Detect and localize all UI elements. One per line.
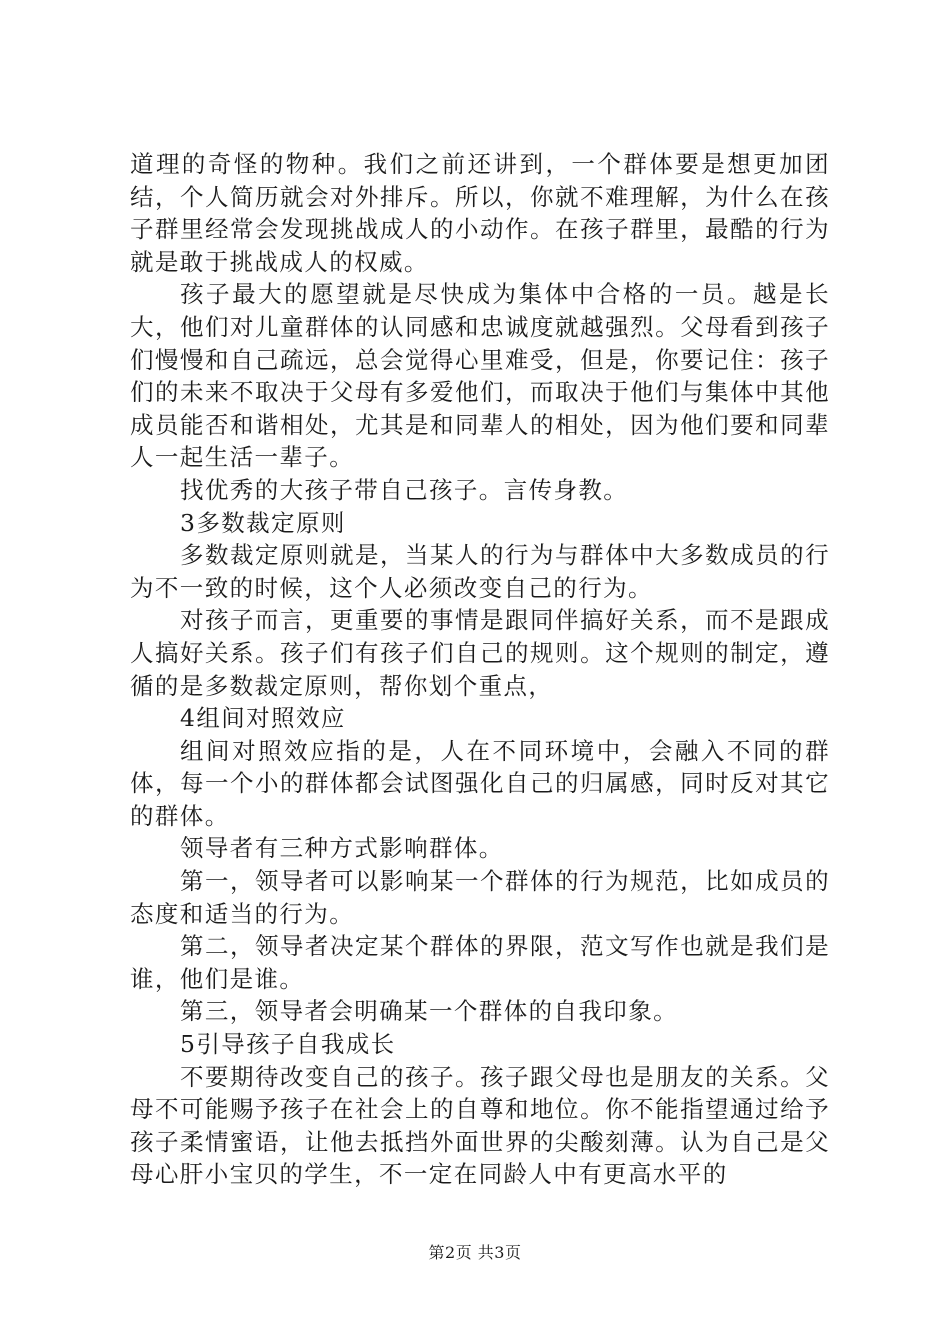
paragraph: 第二，领导者决定某个群体的界限，范文写作也就是我们是谁，他们是谁。 [130, 932, 830, 993]
section-heading: 5引导孩子自我成长 [180, 1030, 396, 1059]
document-body [130, 148, 830, 1191]
page-number-footer: 第2页 共3页 [428, 1243, 522, 1262]
section-heading: 4组间对照效应 [180, 704, 346, 733]
paragraph: 领导者有三种方式影响群体。 [180, 834, 504, 863]
paragraph: 找优秀的大孩子带自己孩子。言传身教。 [180, 475, 629, 504]
paragraph: 第一，领导者可以影响某一个群体的行为规范，比如成员的态度和适当的行为。 [130, 867, 830, 928]
paragraph: 对孩子而言，更重要的事情是跟同伴搞好关系，而不是跟成人搞好关系。孩子们有孩子们自己的规则。这个规则的制定，遵循的是多数裁定原则，帮你划个重点， [130, 606, 830, 700]
section-heading: 3多数裁定原则 [180, 508, 346, 537]
paragraph: 多数裁定原则就是，当某人的行为与群体中大多数成员的行为不一致的时候，这个人必须改变自己的行为。 [130, 541, 830, 602]
paragraph: 第三，领导者会明确某一个群体的自我印象。 [180, 997, 678, 1026]
paragraph: 组间对照效应指的是，人在不同环境中，会融入不同的群体，每一个小的群体都会试图强化自己的归属感，同时反对其它的群体。 [130, 736, 830, 830]
paragraph: 道理的奇怪的物种。我们之前还讲到，一个群体要是想更加团结，个人简历就会对外排斥。所以，你就不难理解，为什么在孩子群里经常会发现挑战成人的小动作。在孩子群里，最酷的行为就是敢于挑战成人的权威。 [130, 150, 830, 276]
paragraph: 孩子最大的愿望就是尽快成为集体中合格的一员。越是长大，他们对儿童群体的认同感和忠诚度就越强烈。父母看到孩子们慢慢和自己疏远，总会觉得心里难受，但是，你要记住：孩子们的未来不取决于父母有多爱他们，而取决于他们与集体中其他成员能否和谐相处，尤其是和同辈人的相处，因为他们要和同辈人一起生活一辈子。 [130, 280, 830, 472]
paragraph: 不要期待改变自己的孩子。孩子跟父母也是朋友的关系。父母不可能赐予孩子在社会上的自尊和地位。你不能指望通过给予孩子柔情蜜语，让他去抵挡外面世界的尖酸刻薄。认为自己是父母心肝小宝贝的学生，不一定在同龄人中有更高水平的 [130, 1062, 830, 1189]
